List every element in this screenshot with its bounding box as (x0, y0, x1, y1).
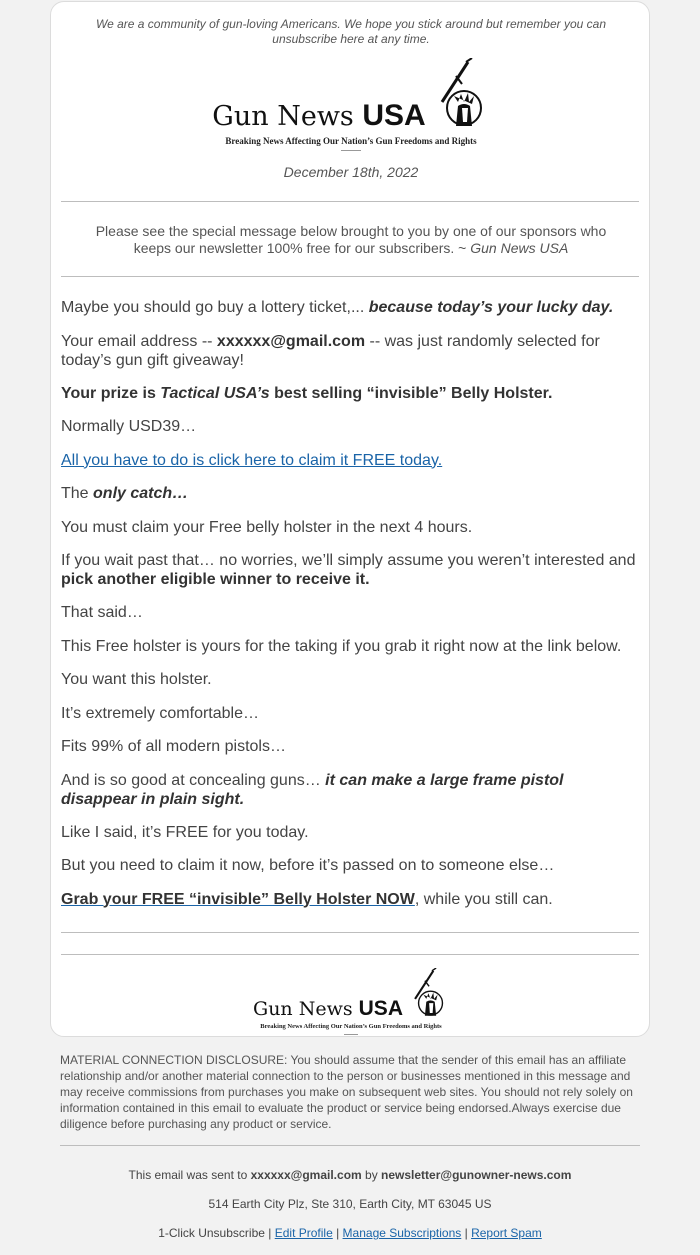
brand-wordmark (212, 101, 425, 132)
footer-links (0, 1226, 700, 1240)
claim-link[interactable]: All you have to do is click here to claim it FREE today. (61, 451, 443, 469)
sponsor-note (91, 223, 611, 257)
paragraph: Fits 99% of all modern pistols… (61, 738, 286, 755)
divider (61, 954, 639, 955)
paragraph (61, 451, 641, 470)
text: And is so good at concealing guns… (61, 771, 326, 789)
separator: | (332, 1226, 343, 1240)
emphasis: pick another eligible winner to receive it. (61, 571, 370, 588)
edit-profile-link[interactable]: Edit Profile (274, 1226, 333, 1240)
paragraph: It’s extremely comfortable… (61, 704, 259, 722)
brand-name: Gun News (212, 101, 354, 132)
divider (61, 201, 639, 202)
divider (61, 276, 639, 277)
emphasis: only catch… (93, 485, 189, 502)
emphasis: because today’s your lucky day. (368, 299, 614, 316)
paragraph: You must claim your Free belly holster in the next 4 hours. (61, 518, 473, 536)
separator: | (461, 1226, 472, 1240)
paragraph (61, 384, 641, 403)
grab-holster-link[interactable] (61, 891, 415, 908)
recipient-email: xxxxxx@gmail.com (250, 1168, 362, 1182)
email-card (50, 1, 650, 1037)
statue-of-liberty-logo-icon (428, 58, 490, 132)
brand-wordmark (253, 998, 403, 1020)
paragraph: That said… (61, 604, 143, 621)
text: If you wait past that… no worries, we’ll simply assume you weren’t interested and (61, 552, 636, 569)
paragraph (61, 890, 641, 909)
text: -- was just randomly selected for today’s gun gift giveaway! (61, 332, 600, 369)
link-text: Grab your FREE “invisible” Belly Holster NOW (61, 890, 415, 908)
text: This email was sent to (128, 1168, 251, 1182)
report-spam-link[interactable]: Report Spam (471, 1226, 542, 1240)
brand-accent: USA (358, 997, 403, 1020)
header-logo[interactable] (201, 58, 501, 151)
separator: | (264, 1226, 275, 1240)
sent-to-line (0, 1168, 700, 1182)
postal-address: 514 Earth City Plz, Ste 310, Earth City, MT 63045 US (208, 1197, 492, 1211)
footer-divider (60, 1145, 640, 1146)
text: Your email address -- (61, 332, 217, 350)
unsubscribe-label[interactable]: 1-Click Unsubscribe (158, 1226, 265, 1240)
emphasis: it can make a large frame pistol disappear in plain sight. (61, 771, 564, 808)
brand-name: Gun News (253, 998, 353, 1020)
brand-tagline: Breaking News Affecting Our Nation’s Gun Freedoms and Rights (225, 136, 477, 146)
text: , while you still can. (414, 890, 553, 908)
sponsor-text: Please see the special message below brought to you by one of our sponsors who keeps our newsletter 100% free for our subscribers. ~ (95, 223, 607, 256)
manage-subscriptions-link[interactable]: Manage Subscriptions (342, 1226, 462, 1240)
text: by (361, 1168, 382, 1182)
brand-emphasis: Tactical USA’s (160, 384, 270, 402)
logo-underline (341, 150, 361, 151)
paragraph (61, 332, 641, 370)
message-body (61, 298, 641, 923)
sender-email: newsletter@gunowner-news.com (381, 1168, 572, 1182)
logo-underline (344, 1034, 358, 1035)
paragraph (61, 771, 641, 809)
paragraph (61, 298, 641, 317)
paragraph: You want this holster. (61, 671, 212, 688)
divider (61, 932, 639, 933)
statue-of-liberty-logo-icon (405, 968, 449, 1020)
text: Your prize is (61, 384, 161, 402)
brand-accent: USA (362, 99, 426, 132)
paragraph (61, 484, 641, 503)
footer-logo[interactable] (246, 968, 456, 1035)
material-disclosure: MATERIAL CONNECTION DISCLOSURE: You should assume that the sender of this email has an affiliate relationship and/or another material connection to the person or businesses mentioned in this message and may receive commissions from purchases you make on subsequent web sites. You should not rely solely on information contained in this email to evaluate the product or service being endorsed.Always exercise due diligence before purchasing any product or service. (60, 1053, 633, 1131)
paragraph: This Free holster is yours for the taking if you grab it right now at the link below. (61, 637, 622, 655)
top-note: We are a community of gun-loving Americans. We hope you stick around but remember you can unsubscribe here at any time. (95, 17, 607, 46)
paragraph: Normally USD39… (61, 418, 197, 435)
text: The (61, 485, 94, 502)
paragraph: Like I said, it’s FREE for you today. (61, 823, 309, 841)
paragraph: But you need to claim it now, before it’s passed on to someone else… (61, 857, 555, 874)
recipient-email: xxxxxx@gmail.com (216, 332, 366, 350)
text: best selling “invisible” Belly Holster. (269, 384, 553, 402)
sponsor-signature: Gun News USA (470, 240, 569, 256)
brand-tagline: Breaking News Affecting Our Nation’s Gun Freedoms and Rights (260, 1023, 442, 1030)
issue-date: December 18th, 2022 (283, 164, 419, 180)
text: Maybe you should go buy a lottery ticket,... (61, 299, 369, 316)
paragraph (61, 551, 641, 589)
